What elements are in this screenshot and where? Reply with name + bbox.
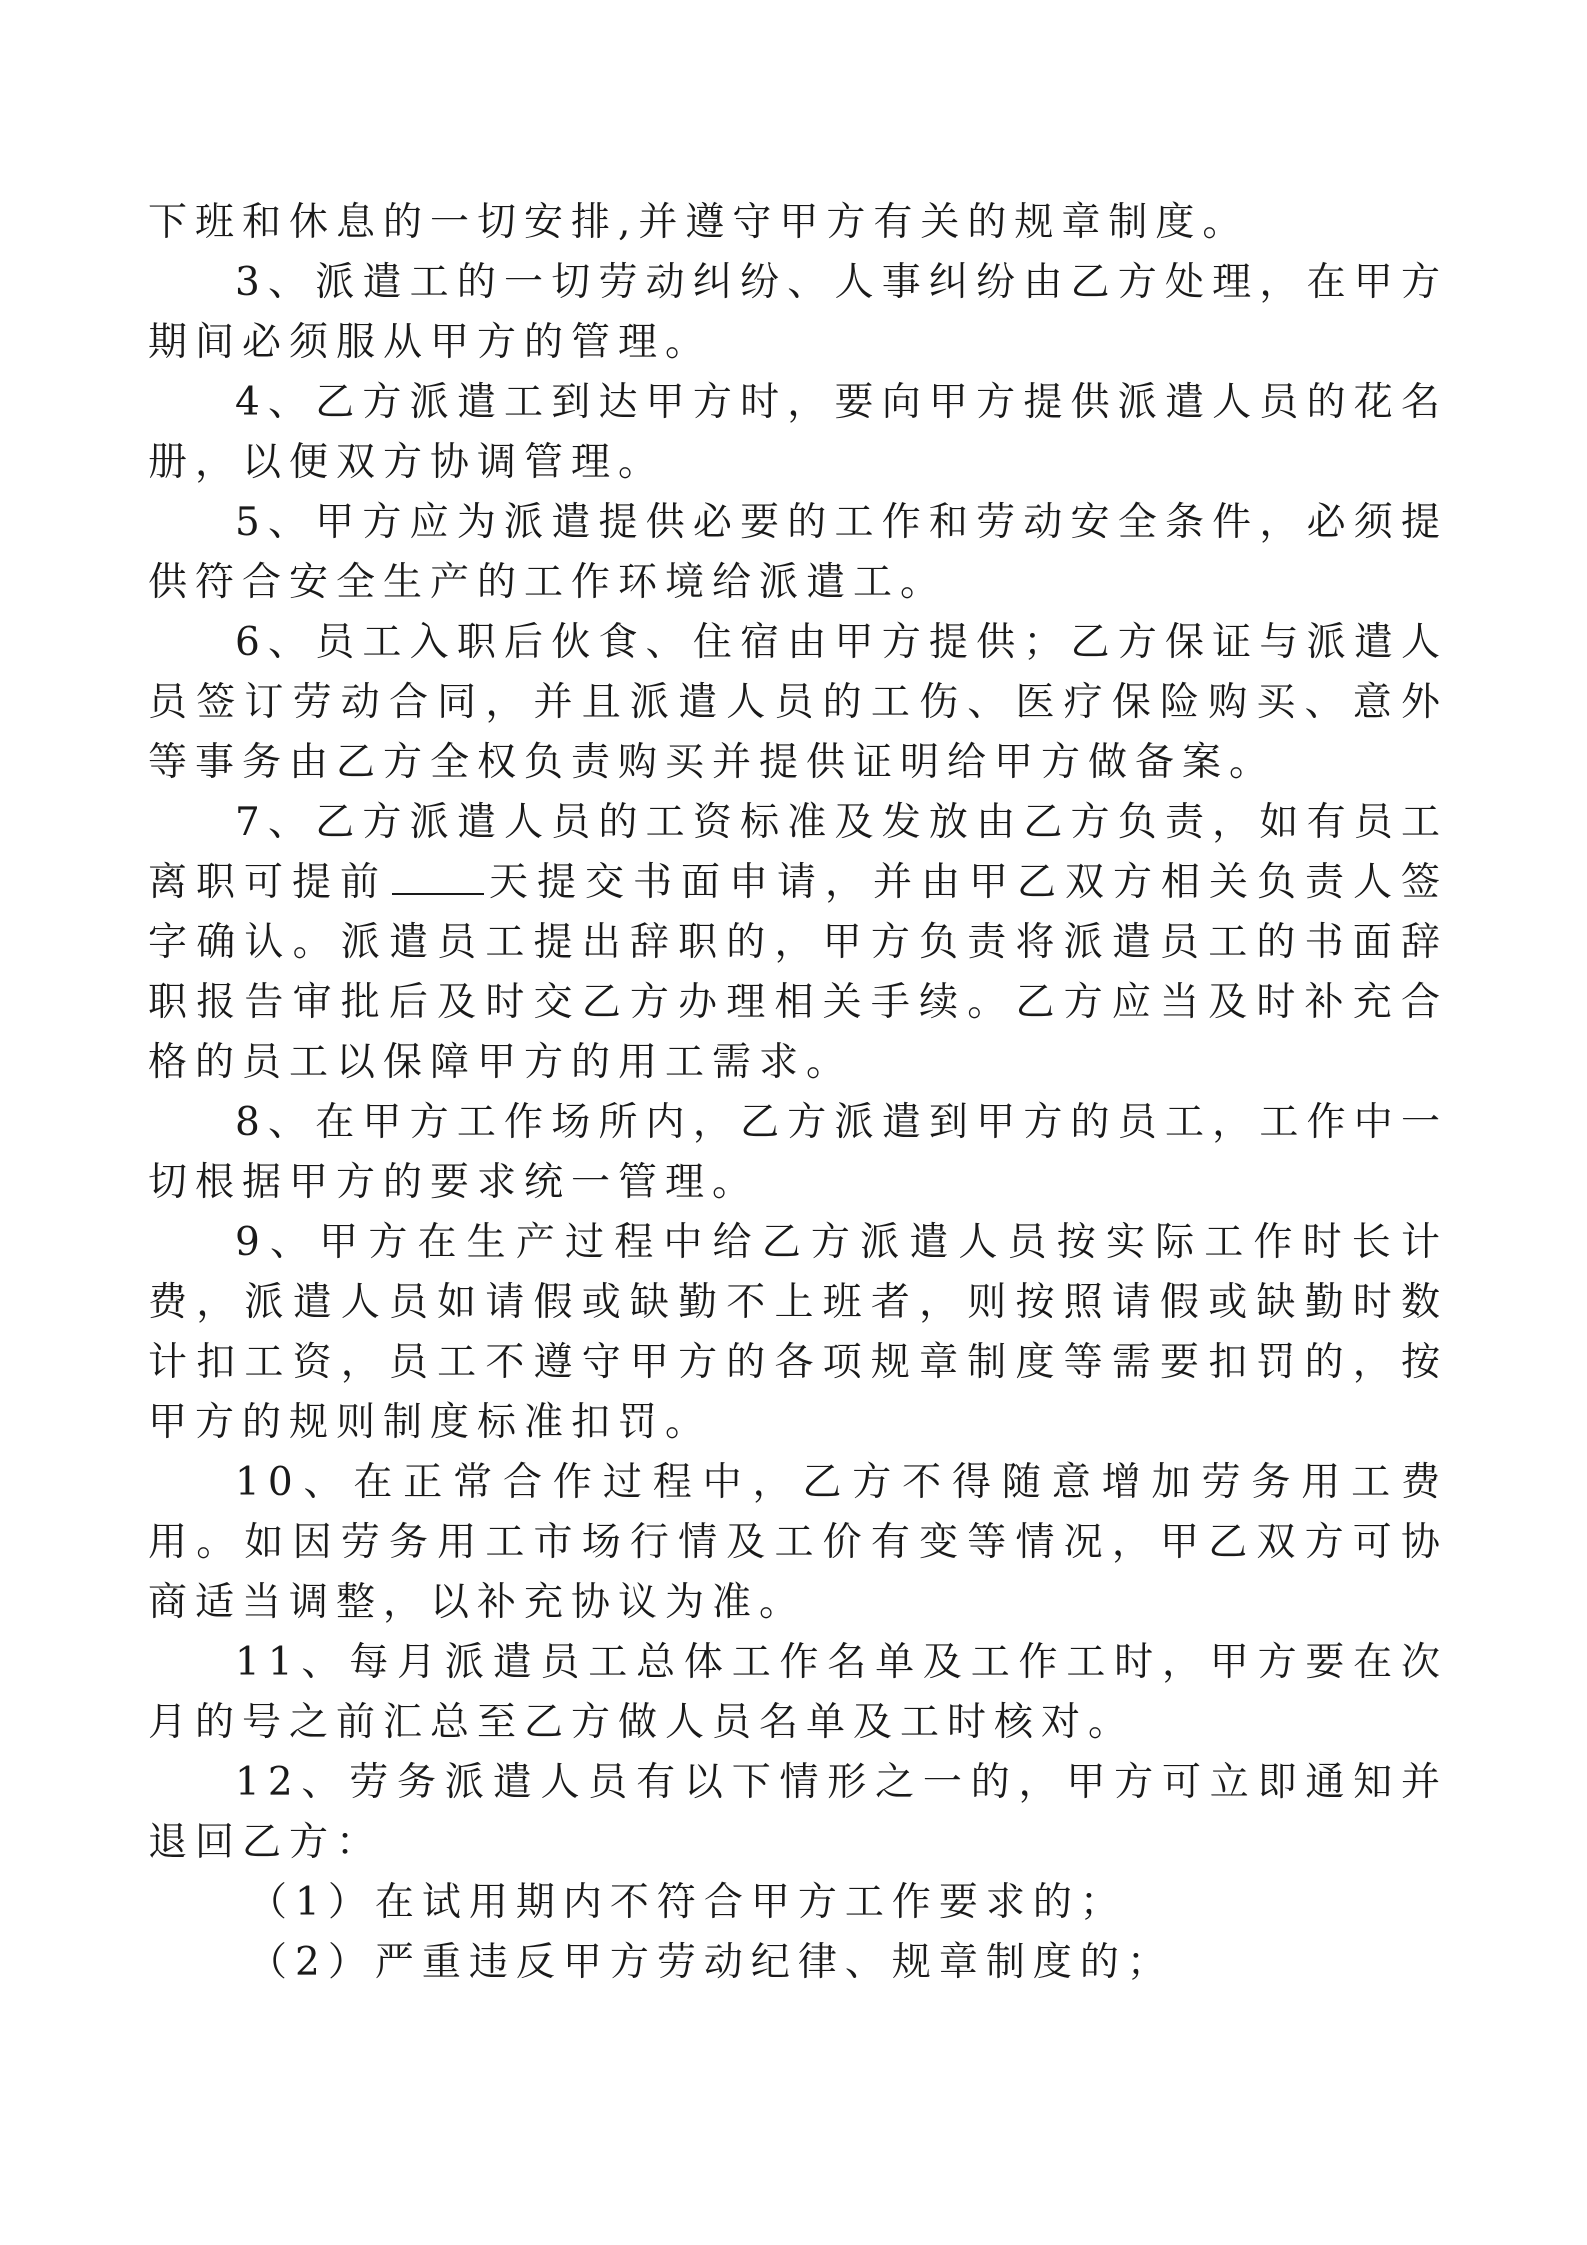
paragraph-continuation: 下班和休息的一切安排,并遵守甲方有关的规章制度。 xyxy=(148,200,1250,245)
document-body xyxy=(148,193,1448,1993)
list-item-2: （2）严重违反甲方劳动纪律、规章制度的； xyxy=(248,1940,1174,1985)
clause-7-text-after: 天提交书面申请，并由甲乙双方相关负责人签字确认。派遣员工提出辞职的，甲方负责将派遣员工的书面辞职报告审批后及时交乙方办理相关手续。乙方应当及时补充合格的员工以保障甲方的用工需求。 xyxy=(148,860,1448,1085)
fill-in-blank-days[interactable] xyxy=(392,859,484,895)
paragraph-clause-10: 10、在正常合作过程中，乙方不得随意增加劳务用工费用。如因劳务用工市场行情及工价有变等情况，甲乙双方可协商适当调整，以补充协议为准。 xyxy=(148,1460,1448,1625)
list-item-1: （1）在试用期内不符合甲方工作要求的； xyxy=(248,1880,1127,1925)
clause-7-text-before: 7、乙方派遣人员的工资标准及发放由乙方负责，如有员工离职可提前 xyxy=(148,800,1448,905)
paragraph-clause-3: 3、派遣工的一切劳动纠纷、人事纠纷由乙方处理，在甲方期间必须服从甲方的管理。 xyxy=(148,260,1448,365)
paragraph-clause-9: 9、甲方在生产过程中给乙方派遣人员按实际工作时长计费，派遣人员如请假或缺勤不上班者，则按照请假或缺勤时数计扣工资，员工不遵守甲方的各项规章制度等需要扣罚的，按甲方的规则制度标准扣罚。 xyxy=(148,1220,1448,1445)
paragraph-clause-11: 11、每月派遣员工总体工作名单及工作工时，甲方要在次月的号之前汇总至乙方做人员名单及工时核对。 xyxy=(148,1640,1448,1745)
paragraph-clause-7 xyxy=(148,793,1448,1093)
paragraph-clause-12: 12、劳务派遣人员有以下情形之一的，甲方可立即通知并退回乙方： xyxy=(148,1760,1448,1865)
paragraph-clause-4: 4、乙方派遣工到达甲方时，要向甲方提供派遣人员的花名册，以便双方协调管理。 xyxy=(148,380,1448,485)
paragraph-clause-6: 6、员工入职后伙食、住宿由甲方提供；乙方保证与派遣人员签订劳动合同，并且派遣人员的工伤、医疗保险购买、意外等事务由乙方全权负责购买并提供证明给甲方做备案。 xyxy=(148,620,1448,785)
paragraph-clause-5: 5、甲方应为派遣提供必要的工作和劳动安全条件，必须提供符合安全生产的工作环境给派遣工。 xyxy=(148,500,1448,605)
paragraph-clause-8: 8、在甲方工作场所内，乙方派遣到甲方的员工，工作中一切根据甲方的要求统一管理。 xyxy=(148,1100,1448,1205)
